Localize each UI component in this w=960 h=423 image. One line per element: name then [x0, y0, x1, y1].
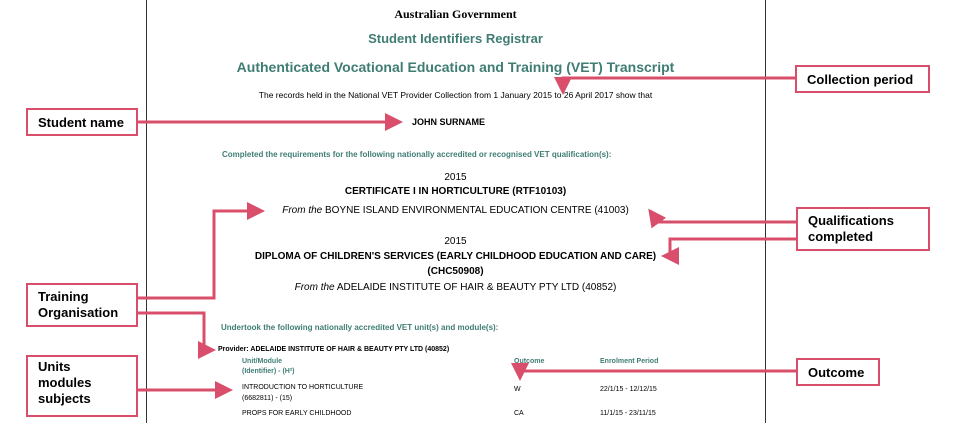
callout-outcome — [796, 358, 880, 386]
row-1-period: 22/1/15 - 12/12/15 — [600, 386, 657, 393]
callout-label: Qualifications completed — [808, 213, 894, 244]
callout-units — [26, 355, 138, 417]
from-prefix: From the — [282, 205, 323, 216]
callout-label: Units modules subjects — [38, 359, 92, 406]
records-statement: The records held in the National VET Provider Collection from 1 January 2015 to 26 April 2017 show that — [258, 90, 653, 100]
government-heading: Australian Government — [394, 7, 517, 21]
collection-period-arrow — [563, 78, 795, 92]
training-org-arrow-1 — [137, 211, 262, 298]
callout-student-name — [26, 108, 138, 136]
callout-qualifications — [796, 207, 930, 251]
undertook-heading: Undertook the following nationally accredited VET unit(s) and module(s): — [221, 323, 499, 332]
qualification-1-arrow — [650, 211, 796, 222]
row-1-unit-id: (6682811) - (15) — [242, 395, 293, 402]
from-prefix: From the — [294, 282, 335, 293]
outcome-arrow — [520, 371, 796, 378]
row-2-period: 11/1/15 - 23/11/15 — [600, 410, 656, 417]
enrolment-column-header: Enrolment Period — [600, 358, 659, 365]
callout-label: Student name — [38, 114, 124, 130]
registrar-heading: Student Identifiers Registrar — [368, 31, 543, 46]
callout-label: Collection period — [807, 71, 914, 87]
qualification-1-provider: BOYNE ISLAND ENVIRONMENTAL EDUCATION CENTRE (41003) — [325, 205, 629, 216]
qualification-2-provider: ADELAIDE INSTITUTE OF HAIR & BEAUTY PTY LTD (40852) — [336, 282, 617, 293]
callout-label: Training Organisation — [38, 289, 119, 320]
unit-column-header: Unit/Module — [242, 358, 283, 365]
callout-training-org — [26, 283, 138, 327]
qualification-2-arrow — [664, 239, 796, 256]
training-org-arrow-2 — [137, 313, 213, 350]
transcript-title: Authenticated Vocational Education and Training (VET) Transcript — [236, 59, 675, 75]
student-name: JOHN SURNAME — [412, 117, 486, 127]
qualification-2-code: (CHC50908) — [427, 266, 484, 277]
unit-column-subheader: (Identifier) - (H²) — [242, 368, 295, 375]
completed-heading: Completed the requirements for the following nationally accredited or recognised VET qualification(s): — [222, 150, 612, 159]
qualification-2-name: DIPLOMA OF CHILDREN'S SERVICES (EARLY CHILDHOOD EDUCATION AND CARE) — [254, 251, 657, 262]
callout-collection-period — [795, 65, 930, 93]
row-2-unit: PROPS FOR EARLY CHILDHOOD — [242, 410, 352, 417]
row-1-outcome: W — [514, 386, 521, 393]
qualification-1-name: CERTIFICATE I IN HORTICULTURE (RTF10103) — [344, 186, 567, 197]
qualification-1-year: 2015 — [444, 172, 467, 183]
provider-line: Provider: ADELAIDE INSTITUTE OF HAIR & BEAUTY PTY LTD (40852) — [218, 346, 450, 353]
row-2-outcome: CA — [514, 410, 524, 417]
qualification-2-year: 2015 — [444, 236, 467, 247]
callout-label: Outcome — [808, 364, 865, 380]
row-1-unit: INTRODUCTION TO HORTICULTURE — [242, 384, 364, 391]
outcome-column-header: Outcome — [514, 358, 545, 365]
